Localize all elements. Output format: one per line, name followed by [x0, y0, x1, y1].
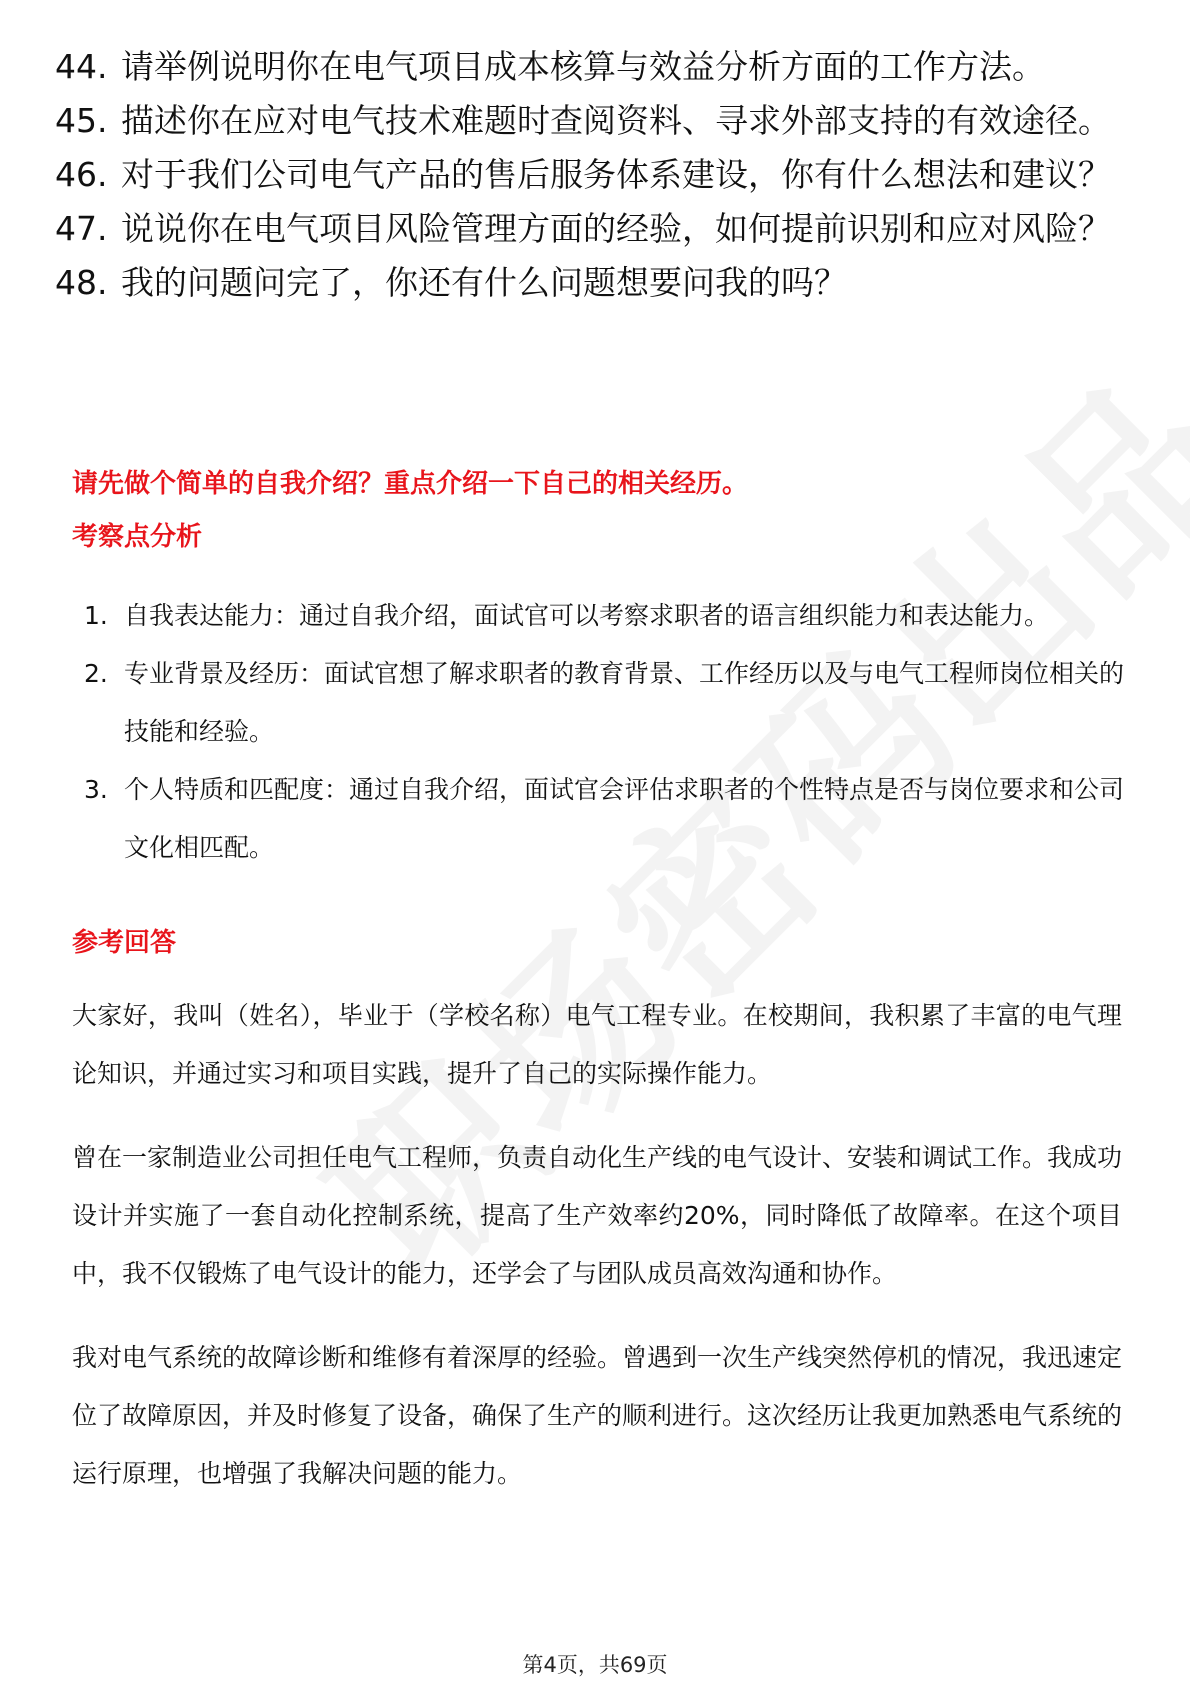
question-text: 描述你在应对电气技术难题时查阅资料、寻求外部支持的有效途径。	[121, 101, 1111, 140]
analysis-heading: 考察点分析	[72, 522, 203, 552]
analysis-number: 2.	[84, 659, 108, 688]
question-item	[55, 152, 1135, 198]
question-list	[55, 44, 1135, 314]
question-text: 请举例说明你在电气项目成本核算与效益分析方面的工作方法。	[121, 47, 1045, 86]
question-number: 46.	[55, 155, 108, 194]
analysis-text: 个人特质和匹配度：通过自我介绍，面试官会评估求职者的个性特点是否与岗位要求和公司文化相匹配。	[124, 775, 1125, 862]
question-item	[55, 206, 1135, 252]
analysis-item	[84, 645, 1124, 761]
question-text: 对于我们公司电气产品的售后服务体系建设，你有什么想法和建议？	[121, 155, 1111, 194]
answer-paragraph: 大家好，我叫（姓名），毕业于（学校名称）电气工程专业。在校期间，我积累了丰富的电气理论知识，并通过实习和项目实践，提升了自己的实际操作能力。	[72, 1001, 1122, 1088]
question-number: 44.	[55, 47, 108, 86]
question-text: 说说你在电气项目风险管理方面的经验，如何提前识别和应对风险？	[121, 209, 1111, 248]
question-item	[55, 98, 1135, 144]
reference-answer	[72, 987, 1122, 1529]
answer-heading: 参考回答	[72, 928, 177, 958]
answer-paragraph: 我对电气系统的故障诊断和维修有着深厚的经验。曾遇到一次生产线突然停机的情况，我迅速定位了故障原因，并及时修复了设备，确保了生产的顺利进行。这次经历让我更加熟悉电气系统的运行原理，也增强了我解决问题的能力。	[72, 1343, 1123, 1488]
question-item	[55, 260, 1135, 306]
section-question-title: 请先做个简单的自我介绍？重点介绍一下自己的相关经历。	[72, 469, 749, 499]
analysis-list	[84, 587, 1124, 877]
page-footer: 第4页，共69页	[522, 1653, 668, 1677]
analysis-item	[84, 761, 1124, 877]
analysis-text: 自我表达能力：通过自我介绍，面试官可以考察求职者的语言组织能力和表达能力。	[124, 601, 1050, 630]
question-number: 45.	[55, 101, 108, 140]
analysis-number: 1.	[84, 601, 108, 630]
question-number: 48.	[55, 263, 108, 302]
question-text: 我的问题问完了，你还有什么问题想要问我的吗？	[121, 263, 847, 302]
question-item	[55, 44, 1135, 90]
question-number: 47.	[55, 209, 108, 248]
answer-paragraph: 曾在一家制造业公司担任电气工程师，负责自动化生产线的电气设计、安装和调试工作。我成功设计并实施了一套自动化控制系统，提高了生产效率约20%，同时降低了故障率。在这个项目中，我不仅锻炼了电气设计的能力，还学会了与团队成员高效沟通和协作。	[72, 1143, 1123, 1288]
analysis-text: 专业背景及经历：面试官想了解求职者的教育背景、工作经历以及与电气工程师岗位相关的技能和经验。	[124, 659, 1125, 746]
analysis-item	[84, 587, 1124, 645]
analysis-number: 3.	[84, 775, 108, 804]
